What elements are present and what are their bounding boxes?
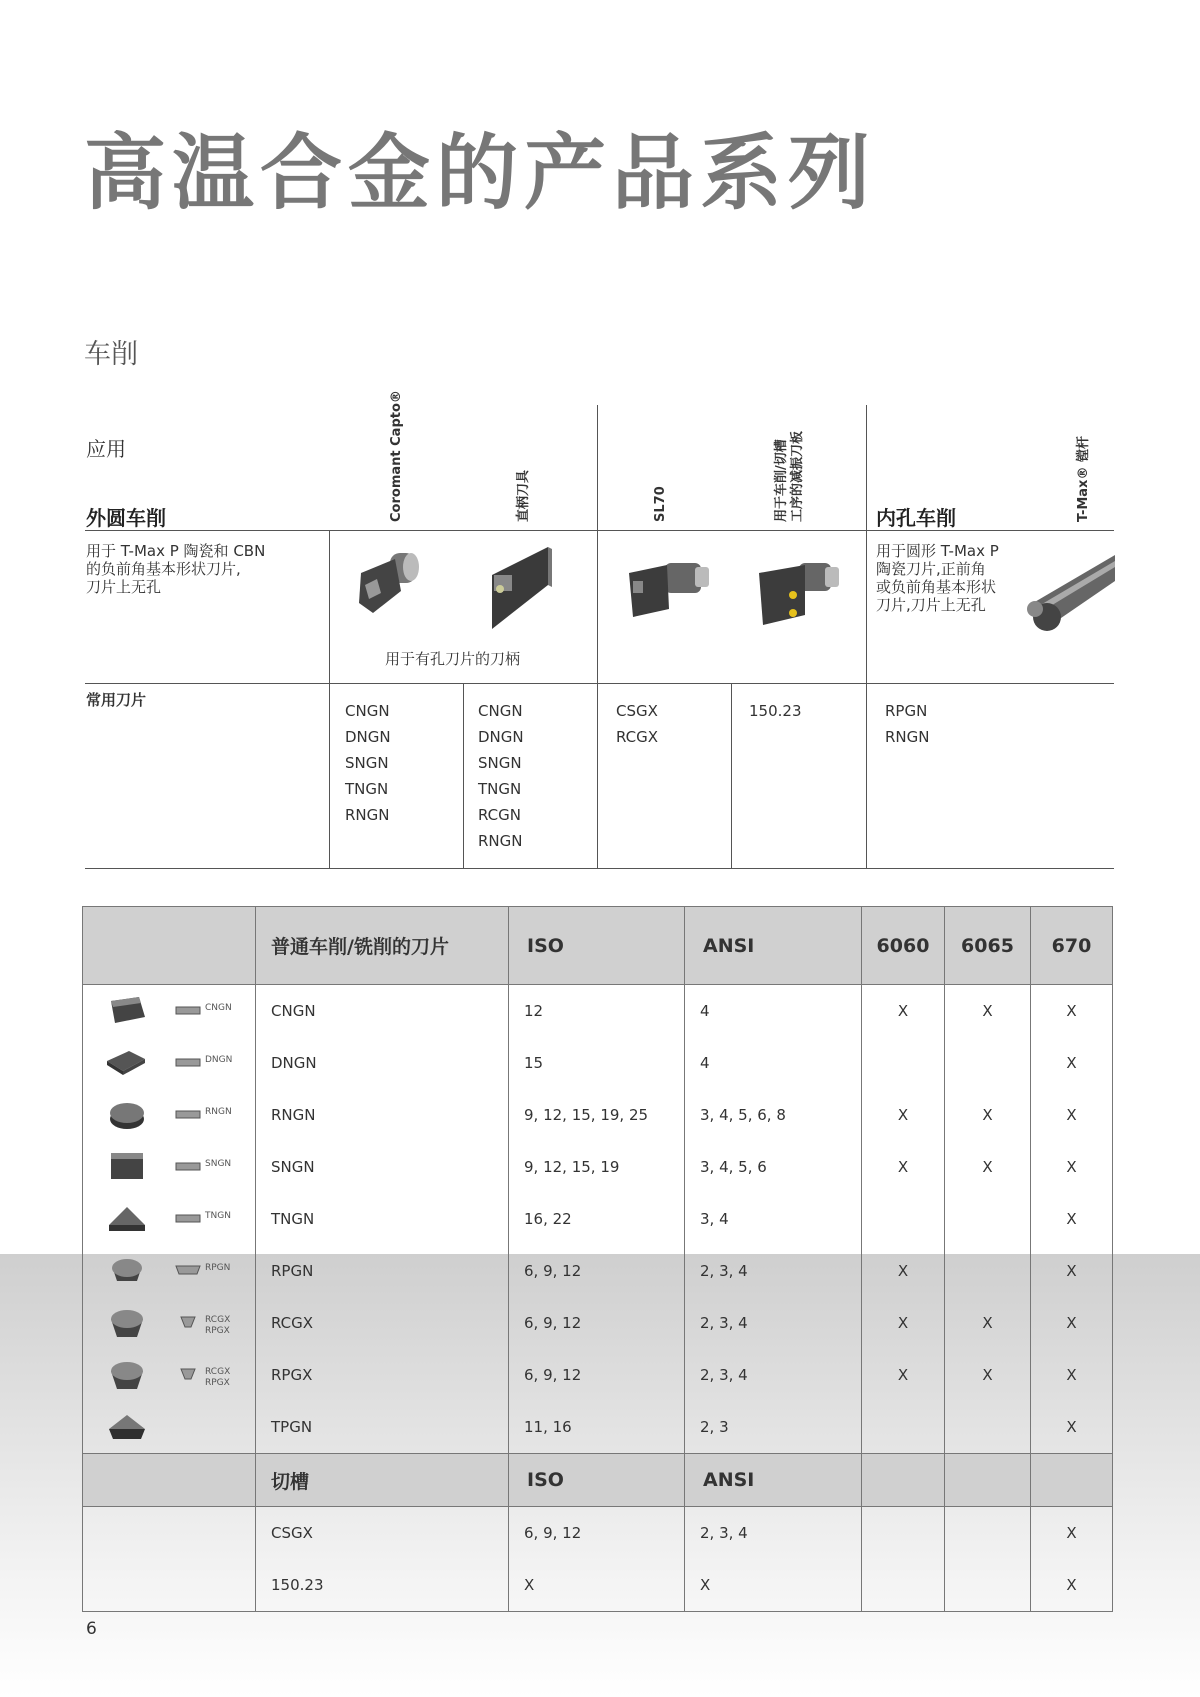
divider bbox=[85, 683, 1114, 684]
grade-6060 bbox=[862, 1401, 945, 1454]
iso-size: X bbox=[509, 1559, 685, 1612]
shank-note: 用于有孔刀片的刀柄 bbox=[385, 650, 521, 668]
insert-profile-icon bbox=[175, 1107, 201, 1121]
table-row bbox=[83, 1559, 1113, 1612]
grade-6060: X bbox=[862, 985, 945, 1038]
table-row bbox=[83, 985, 1113, 1038]
insert-name: RPGX bbox=[256, 1349, 509, 1401]
grade-670: X bbox=[1031, 1245, 1113, 1297]
ansi-size: 4 bbox=[685, 985, 862, 1038]
insert-icon-cell: RNGN bbox=[83, 1089, 255, 1141]
iso-size: 9, 12, 15, 19, 25 bbox=[509, 1089, 685, 1141]
grade-6060: X bbox=[862, 1349, 945, 1401]
tpgn-insert-icon bbox=[105, 1411, 149, 1443]
insert-profile-icon bbox=[175, 1367, 201, 1381]
divider bbox=[866, 405, 867, 869]
grade-670: X bbox=[1031, 1559, 1113, 1612]
header-iso: ISO bbox=[509, 907, 685, 985]
header-icon-cell bbox=[83, 907, 256, 985]
sl70-insert-list: CSGX RCGX bbox=[616, 702, 659, 746]
grade-6060: X bbox=[862, 1297, 945, 1349]
table-row bbox=[83, 1401, 1113, 1454]
iso-size: 6, 9, 12 bbox=[509, 1507, 685, 1560]
iso-size: 16, 22 bbox=[509, 1193, 685, 1245]
inner-turning-label: 内孔车削 bbox=[876, 506, 956, 530]
rcgx-insert-icon bbox=[105, 1307, 149, 1339]
iso-size: 11, 16 bbox=[509, 1401, 685, 1454]
damped-insert-list: 150.23 bbox=[749, 702, 802, 720]
grade-6065 bbox=[945, 1507, 1031, 1560]
table-header bbox=[83, 907, 1113, 985]
grade-670: X bbox=[1031, 985, 1113, 1038]
header-6060: 6060 bbox=[862, 907, 945, 985]
ansi-size: 2, 3, 4 bbox=[685, 1507, 862, 1560]
inner-description: 用于圆形 T-Max P 陶瓷刀片,正前角 或负前角基本形状 刀片,刀片上无孔 bbox=[876, 542, 999, 614]
grade-6065 bbox=[945, 1245, 1031, 1297]
column-header-capto: Coromant Capto® bbox=[389, 390, 404, 522]
rpgn-insert-icon bbox=[105, 1255, 149, 1287]
column-header-sl70: SL70 bbox=[653, 486, 668, 522]
outer-turning-label: 外圆车削 bbox=[86, 506, 166, 530]
page-number: 6 bbox=[86, 1619, 97, 1639]
grade-table bbox=[82, 906, 1113, 1612]
insert-icon-cell: RPGN bbox=[83, 1245, 255, 1297]
grade-6060: X bbox=[862, 1245, 945, 1297]
insert-profile-icon bbox=[175, 1315, 201, 1329]
section-heading: 车削 bbox=[84, 339, 138, 370]
iso-size: 9, 12, 15, 19 bbox=[509, 1141, 685, 1193]
grade-6065 bbox=[945, 1401, 1031, 1454]
capto-insert-list: CNGN DNGN SNGN TNGN RNGN bbox=[345, 702, 391, 824]
insert-name: RCGX bbox=[256, 1297, 509, 1349]
column-header-damped-2: 工序的减振刀板 bbox=[790, 430, 805, 522]
divider bbox=[463, 683, 464, 869]
grade-6065: X bbox=[945, 985, 1031, 1038]
insert-icon-cell: DNGN bbox=[83, 1037, 255, 1089]
insert-name: DNGN bbox=[256, 1037, 509, 1089]
grade-670: X bbox=[1031, 1193, 1113, 1245]
insert-icon-cell: RCGX RPGX bbox=[83, 1297, 255, 1349]
header-6065: 6065 bbox=[945, 907, 1031, 985]
grade-6060 bbox=[862, 1507, 945, 1560]
grade-6060: X bbox=[862, 1089, 945, 1141]
insert-profile-icon bbox=[175, 1003, 201, 1017]
grade-670: X bbox=[1031, 1037, 1113, 1089]
boring-bar-image bbox=[1015, 545, 1115, 645]
divider bbox=[85, 530, 1114, 531]
insert-profile-icon bbox=[175, 1159, 201, 1173]
sl70-adapter-image bbox=[625, 555, 715, 625]
divider bbox=[597, 405, 598, 869]
sngn-insert-icon bbox=[105, 1151, 149, 1183]
dngn-insert-icon bbox=[105, 1047, 149, 1079]
iso-size: 15 bbox=[509, 1037, 685, 1089]
ansi-size: 2, 3, 4 bbox=[685, 1349, 862, 1401]
insert-profile-icon bbox=[175, 1055, 201, 1069]
divider bbox=[85, 868, 1114, 869]
ansi-size: 3, 4, 5, 6 bbox=[685, 1141, 862, 1193]
boring-insert-list: RPGN RNGN bbox=[885, 702, 930, 746]
grade-6065 bbox=[945, 1193, 1031, 1245]
ansi-size: X bbox=[685, 1559, 862, 1612]
grade-670: X bbox=[1031, 1507, 1113, 1560]
ansi-size: 2, 3 bbox=[685, 1401, 862, 1454]
insert-icon-cell: SNGN bbox=[83, 1141, 255, 1193]
table-row bbox=[83, 1141, 1113, 1193]
insert-icon-cell bbox=[83, 1401, 255, 1453]
table-row bbox=[83, 1089, 1113, 1141]
ansi-size: 3, 4, 5, 6, 8 bbox=[685, 1089, 862, 1141]
grade-6060 bbox=[862, 1037, 945, 1089]
insert-icon-cell: CNGN bbox=[83, 985, 255, 1037]
iso-size: 6, 9, 12 bbox=[509, 1245, 685, 1297]
insert-name: TPGN bbox=[256, 1401, 509, 1454]
table-row bbox=[83, 1507, 1113, 1560]
grooving-header bbox=[83, 1454, 1113, 1507]
insert-name: CNGN bbox=[256, 985, 509, 1038]
insert-profile-icon bbox=[175, 1211, 201, 1225]
ansi-size: 4 bbox=[685, 1037, 862, 1089]
table-row bbox=[83, 1349, 1113, 1401]
grade-6065 bbox=[945, 1559, 1031, 1612]
insert-profile-icon bbox=[175, 1263, 201, 1277]
grade-6060 bbox=[862, 1559, 945, 1612]
grade-670: X bbox=[1031, 1349, 1113, 1401]
grooving-ansi: ANSI bbox=[685, 1454, 862, 1507]
grade-670: X bbox=[1031, 1141, 1113, 1193]
capto-holder-image bbox=[355, 545, 430, 620]
iso-size: 12 bbox=[509, 985, 685, 1038]
ansi-size: 2, 3, 4 bbox=[685, 1297, 862, 1349]
page-title: 高温合金的产品系列 bbox=[84, 126, 877, 221]
ansi-size: 2, 3, 4 bbox=[685, 1245, 862, 1297]
grade-6060: X bbox=[862, 1141, 945, 1193]
column-header-damped-1: 用于车削/切槽 bbox=[774, 439, 789, 522]
outer-description: 用于 T-Max P 陶瓷和 CBN 的负前角基本形状刀片, 刀片上无孔 bbox=[86, 542, 266, 596]
damped-blade-adapter-image bbox=[755, 555, 845, 630]
common-inserts-label: 常用刀片 bbox=[86, 691, 147, 709]
grade-6060 bbox=[862, 1193, 945, 1245]
grade-6065: X bbox=[945, 1297, 1031, 1349]
grade-670: X bbox=[1031, 1297, 1113, 1349]
rpgx-insert-icon bbox=[105, 1359, 149, 1391]
table-row bbox=[83, 1193, 1113, 1245]
grade-670: X bbox=[1031, 1089, 1113, 1141]
divider bbox=[329, 530, 330, 869]
iso-size: 6, 9, 12 bbox=[509, 1349, 685, 1401]
header-ansi: ANSI bbox=[685, 907, 862, 985]
table-row bbox=[83, 1037, 1113, 1089]
shank-insert-list: CNGN DNGN SNGN TNGN RCGN RNGN bbox=[478, 702, 524, 850]
table-row bbox=[83, 1245, 1113, 1297]
cngn-insert-icon bbox=[105, 995, 149, 1027]
grade-6065: X bbox=[945, 1349, 1031, 1401]
ansi-size: 3, 4 bbox=[685, 1193, 862, 1245]
insert-name: CSGX bbox=[256, 1507, 509, 1560]
column-header-boring-bar: T-Max® 镗杆 bbox=[1076, 436, 1091, 522]
header-insert: 普通车削/铣削的刀片 bbox=[256, 907, 509, 985]
insert-name: RNGN bbox=[256, 1089, 509, 1141]
header-670: 670 bbox=[1031, 907, 1113, 985]
divider bbox=[731, 683, 732, 869]
insert-icon-cell: TNGN bbox=[83, 1193, 255, 1245]
table-row bbox=[83, 1297, 1113, 1349]
grade-6065: X bbox=[945, 1089, 1031, 1141]
insert-icon-cell: RCGX RPGX bbox=[83, 1349, 255, 1401]
grooving-label: 切槽 bbox=[256, 1454, 509, 1507]
tngn-insert-icon bbox=[105, 1203, 149, 1235]
insert-name: TNGN bbox=[256, 1193, 509, 1245]
grade-670: X bbox=[1031, 1401, 1113, 1454]
column-header-shank: 直柄刀具 bbox=[516, 469, 531, 522]
insert-name: SNGN bbox=[256, 1141, 509, 1193]
iso-size: 6, 9, 12 bbox=[509, 1297, 685, 1349]
rngn-insert-icon bbox=[105, 1099, 149, 1131]
insert-name: 150.23 bbox=[256, 1559, 509, 1612]
insert-name: RPGN bbox=[256, 1245, 509, 1297]
application-label: 应用 bbox=[86, 437, 126, 461]
grade-6065 bbox=[945, 1037, 1031, 1089]
grade-6065: X bbox=[945, 1141, 1031, 1193]
shank-holder-image bbox=[488, 545, 553, 630]
grooving-iso: ISO bbox=[509, 1454, 685, 1507]
